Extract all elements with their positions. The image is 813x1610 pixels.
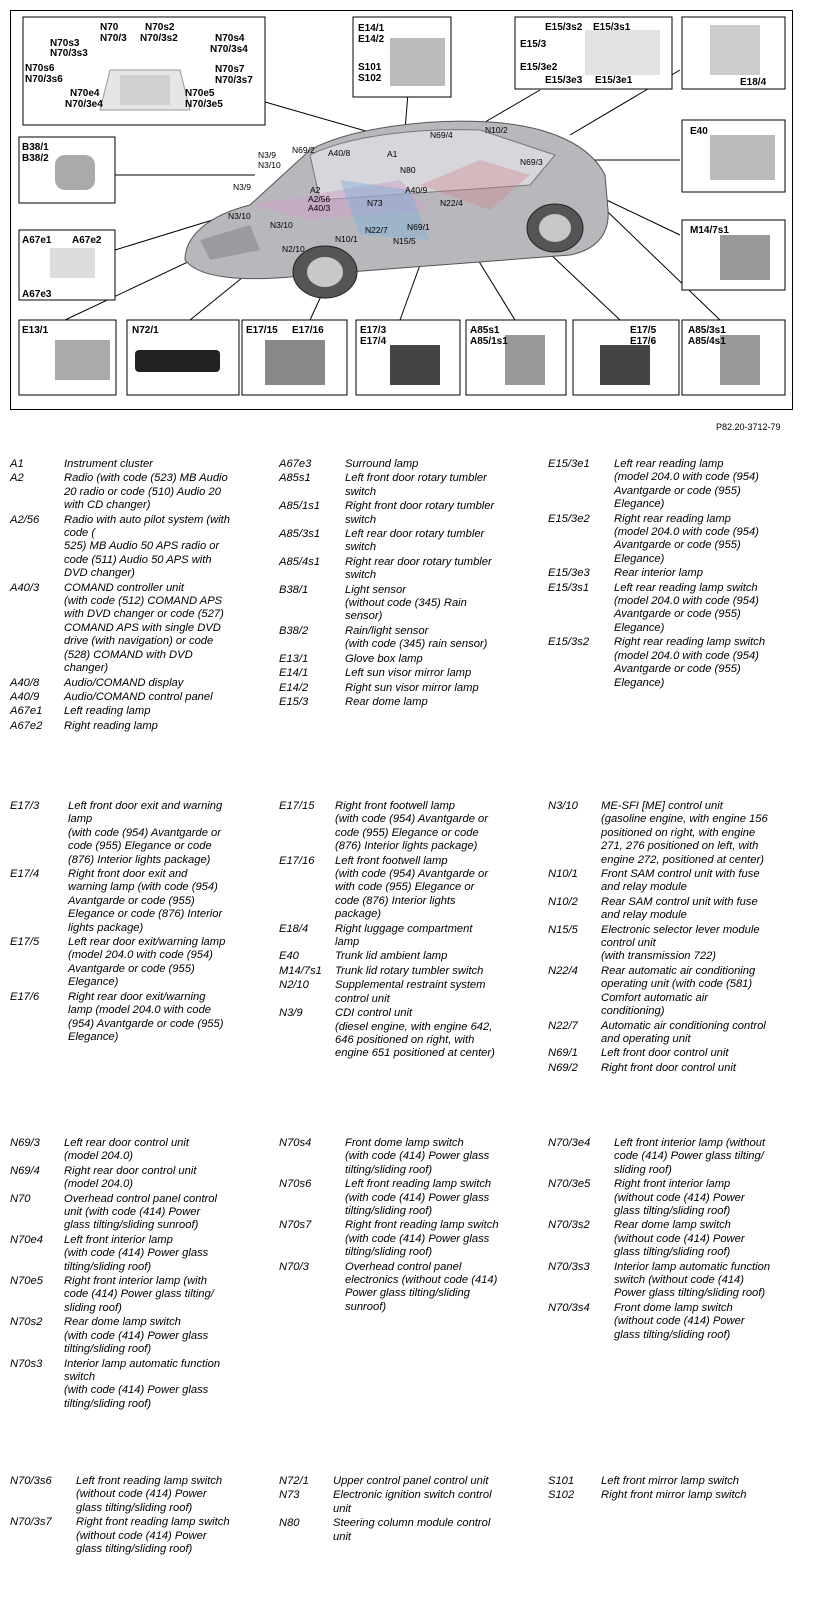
component-location-diagram (10, 10, 793, 410)
legend-entry (548, 582, 780, 636)
legend-column (10, 1137, 238, 1412)
label-E15-3: E15/3 (520, 39, 547, 50)
legend-code: E17/3 (10, 800, 40, 812)
legend-code: M14/7s1 (279, 964, 322, 977)
svg-text:N2/10: N2/10 (282, 244, 305, 254)
legend-description: Overhead control panel control unit (with code (414) Power glass tilting/sliding sunroof) (64, 1192, 217, 1232)
legend-entry (548, 868, 780, 895)
legend-description: Right front door rotary tumbler switch (345, 500, 495, 526)
legend-column (279, 458, 507, 710)
legend-entry (10, 514, 238, 581)
legend-description: Right rear door control unit (model 204.0) (64, 1164, 197, 1191)
label-E17-4: E17/4 (360, 336, 387, 347)
legend-entry (548, 1062, 780, 1075)
legend-code: E14/2 (279, 681, 309, 694)
label-N70-3e4: N70/3e4 (65, 99, 103, 110)
legend-entry (548, 965, 780, 1019)
label-E15-3e1: E15/3e1 (595, 75, 633, 86)
legend-entry (279, 625, 507, 652)
legend-entry (279, 1178, 507, 1218)
legend-code: N70s7 (279, 1219, 312, 1232)
label-E17-15: E17/15 (246, 325, 278, 336)
legend-column (279, 1475, 507, 1545)
legend-code: N15/5 (548, 923, 578, 936)
label-E18-4: E18/4 (740, 77, 767, 88)
legend-description: Left sun visor mirror lamp (345, 667, 472, 680)
legend-code: N3/10 (548, 800, 578, 812)
legend-entry (279, 696, 507, 709)
legend-description: Rear dome lamp switch (with code (414) Power glass tilting/sliding roof) (64, 1316, 209, 1356)
legend-column (279, 1137, 507, 1315)
legend-entry (10, 1516, 238, 1556)
legend-entry (10, 582, 238, 676)
svg-text:N73: N73 (367, 198, 383, 208)
legend-code: A85/1s1 (279, 500, 321, 513)
legend-code: E15/3e1 (548, 458, 590, 470)
legend-entry (548, 636, 780, 690)
legend-code: A2/56 (10, 513, 40, 526)
legend-description: Rear SAM control unit with fuse and relay module (601, 895, 758, 922)
legend-entry (279, 1219, 507, 1259)
legend-description: Left front door rotary tumbler switch (345, 472, 487, 498)
svg-text:N3/10: N3/10 (258, 160, 281, 170)
legend-code: N69/1 (548, 1047, 578, 1060)
legend-description: Right front mirror lamp switch (601, 1489, 747, 1502)
legend-column (548, 800, 780, 1076)
legend-entry (279, 800, 507, 854)
legend-description: Right front footwell lamp (with code (954) Avantgarde or code (955) Elegance or code (876) Interior lights package) (335, 800, 488, 853)
legend-code: A40/9 (10, 690, 40, 703)
legend-description: Left front interior lamp (with code (414) Power glass tilting/sliding roof) (64, 1233, 209, 1273)
legend-description: Rain/light sensor (with code (345) rain sensor) (345, 624, 488, 651)
legend-code: S102 (548, 1489, 575, 1502)
label-S102: S102 (358, 73, 382, 84)
label-N70-3e5: N70/3e5 (185, 99, 223, 110)
svg-text:A40/8: A40/8 (328, 148, 351, 158)
legend-description: Trunk lid ambient lamp (335, 950, 448, 963)
legend-code: N70/3s3 (548, 1260, 590, 1273)
legend-code: N69/3 (10, 1137, 40, 1149)
legend-entry (548, 1302, 780, 1342)
legend-code: N70/3s2 (548, 1219, 590, 1232)
legend-description: Left front door control unit (601, 1047, 729, 1060)
legend-entry (10, 705, 238, 718)
legend-code: N69/2 (548, 1061, 578, 1074)
label-N70-3s2: N70/3s2 (140, 33, 178, 44)
svg-text:N3/10: N3/10 (228, 211, 251, 221)
legend-code: E17/16 (279, 854, 315, 867)
legend-description: Electronic selector lever module control unit (with transmission 722) (601, 923, 760, 963)
legend-entry (279, 1489, 507, 1516)
legend-code: E17/6 (10, 990, 40, 1003)
label-M14-7s1: M14/7s1 (690, 225, 729, 236)
legend-entry (548, 1219, 780, 1259)
svg-text:A1: A1 (387, 149, 398, 159)
legend-entry (279, 950, 507, 963)
label-N70e4: N70e4 (70, 88, 100, 99)
legend-code: N70/3e4 (548, 1137, 591, 1149)
label-N70s6: N70s6 (25, 63, 55, 74)
legend-description: Right reading lamp (64, 719, 158, 732)
legend-column (548, 458, 780, 691)
legend-code: E15/3 (279, 695, 309, 708)
legend-code: N22/4 (548, 964, 578, 977)
legend-code: A67e2 (10, 719, 43, 732)
legend-description: Light sensor (without code (345) Rain sensor) (345, 583, 467, 623)
label-E17-3: E17/3 (360, 325, 387, 336)
legend-code: A67e3 (279, 458, 312, 470)
legend-code: A85s1 (279, 472, 311, 485)
legend-entry (10, 1193, 238, 1233)
legend-description: Left front door exit and warning lamp (with code (954) Avantgarde or code (955) Elegance or code (876) Interior lights package) (68, 800, 223, 866)
legend-description: Supplemental restraint system control unit (335, 979, 486, 1005)
legend-description: Right rear door rotary tumbler switch (345, 555, 492, 582)
legend-entry (548, 896, 780, 923)
legend-entry (279, 855, 507, 922)
legend-entry (10, 1358, 238, 1412)
legend-description: Steering column module control unit (333, 1517, 491, 1543)
label-N72-1: N72/1 (132, 325, 159, 336)
legend-description: CDI control unit (diesel engine, with engine 642, 646 positioned on right, with engine 651 positioned at center) (335, 1007, 495, 1060)
legend-column (548, 1137, 780, 1343)
label-E13-1: E13/1 (22, 325, 49, 336)
legend-entry (10, 1137, 238, 1164)
legend-description: Glove box lamp (345, 652, 423, 665)
legend-entry (10, 720, 238, 733)
legend-code: E18/4 (279, 922, 309, 935)
legend-code: S101 (548, 1475, 575, 1487)
legend-code: N70/3 (279, 1260, 309, 1273)
label-E14-1: E14/1 (358, 23, 385, 34)
legend-entry (548, 924, 780, 964)
svg-text:N3/10: N3/10 (270, 220, 293, 230)
legend-entry (548, 513, 780, 567)
legend-code: E15/3s1 (548, 581, 590, 594)
legend-entry (279, 500, 507, 527)
svg-text:A2: A2 (310, 185, 321, 195)
svg-text:N69/2: N69/2 (292, 145, 315, 155)
legend-description: Right front reading lamp switch (with code (414) Power glass tilting/sliding roof) (345, 1219, 499, 1259)
legend-entry (548, 1178, 780, 1218)
legend-description: Right front interior lamp (with code (414) Power glass tilting/ sliding roof) (64, 1275, 214, 1314)
legend-description: Right rear reading lamp switch (model 204.0 with code (954) Avantgarde or code (955) Elegance) (614, 636, 766, 689)
legend-description: Left front interior lamp (without code (414) Power glass tilting/ sliding roof) (614, 1137, 766, 1176)
legend-description: Left front reading lamp switch (with code (414) Power glass tilting/sliding roof) (345, 1178, 492, 1218)
label-N70-3s6: N70/3s6 (25, 74, 63, 85)
legend-entry (279, 528, 507, 555)
legend-entry (279, 1137, 507, 1177)
label-A85-1s1: A85/1s1 (470, 336, 508, 347)
legend-description: Rear interior lamp (614, 567, 703, 580)
legend-description: Upper control panel control unit (333, 1475, 489, 1487)
svg-text:N10/2: N10/2 (485, 125, 508, 135)
legend-code: B38/2 (279, 624, 309, 637)
legend-entry (279, 458, 507, 471)
legend-code: B38/1 (279, 583, 309, 596)
legend-description: Right luggage compartment lamp (335, 922, 473, 949)
legend-code: E15/3e2 (548, 512, 590, 525)
legend-code: E15/3s2 (548, 636, 590, 649)
legend-entry (10, 1475, 238, 1515)
svg-text:N69/3: N69/3 (520, 157, 543, 167)
legend-code: A85/4s1 (279, 555, 321, 568)
svg-text:N69/1: N69/1 (407, 222, 430, 232)
legend-code: N22/7 (548, 1019, 578, 1032)
svg-text:N3/9: N3/9 (258, 150, 276, 160)
legend-description: Left reading lamp (64, 705, 151, 718)
legend-column (548, 1475, 780, 1504)
legend-entry (279, 1517, 507, 1544)
label-E14-2: E14/2 (358, 34, 385, 45)
legend-description: Left rear door control unit (model 204.0) (64, 1137, 189, 1163)
label-B38-2: B38/2 (22, 153, 49, 164)
legend-entry (10, 1316, 238, 1356)
legend-code: A85/3s1 (279, 528, 321, 541)
legend-entry (279, 965, 507, 978)
svg-text:A40/9: A40/9 (405, 185, 428, 195)
label-E17-16: E17/16 (292, 325, 324, 336)
legend-code: E17/5 (10, 936, 40, 949)
legend-description: Right front door exit and warning lamp (with code (954) Avantgarde or code (955) Elegance or code (876) Interior lights package) (68, 868, 223, 934)
label-N70: N70 (100, 22, 119, 33)
legend-column (10, 800, 238, 1045)
legend-description: Radio with auto pilot system (with code ( 525) MB Audio 50 APS radio or code (511) Audio 50 APS with DVD changer) (64, 513, 231, 580)
legend-entry (548, 1475, 780, 1488)
label-N70e5: N70e5 (185, 88, 215, 99)
legend-column (279, 800, 507, 1062)
legend-code: E15/3e3 (548, 567, 590, 580)
legend-description: Right rear reading lamp (model 204.0 with code (954) Avantgarde or code (955) Elegance) (614, 512, 759, 565)
legend-code: A1 (10, 458, 24, 470)
legend-entry (10, 1275, 238, 1315)
legend-entry (548, 1047, 780, 1060)
legend-code: N70s2 (10, 1316, 43, 1329)
legend-code: E17/4 (10, 868, 40, 881)
legend-code: N70e4 (10, 1233, 43, 1246)
label-E40: E40 (690, 126, 708, 137)
legend-description: Left rear door exit/warning lamp (model 204.0 with code (954) Avantgarde or code (955) Elegance) (68, 936, 226, 989)
legend-description: Radio (with code (523) MB Audio 20 radio or code (510) Audio 20 with CD changer) (64, 472, 228, 512)
label-E15-3e2: E15/3e2 (520, 62, 558, 73)
legend-description: Rear automatic air conditioning operating unit (with code (581) Comfort automatic air conditioning) (601, 964, 756, 1018)
legend-description: Front dome lamp switch (with code (414) Power glass tilting/sliding roof) (345, 1137, 490, 1176)
legend-entry (10, 936, 238, 990)
legend-entry (279, 979, 507, 1006)
label-E15-3s2: E15/3s2 (545, 22, 583, 33)
legend-code: N2/10 (279, 979, 309, 992)
legend-code: N73 (279, 1489, 300, 1502)
svg-text:N69/4: N69/4 (430, 130, 453, 140)
legend-description: Left front mirror lamp switch (601, 1475, 740, 1487)
legend-entry (10, 1234, 238, 1274)
svg-text:A40/3: A40/3 (308, 203, 331, 213)
legend-description: Electronic ignition switch control unit (333, 1489, 492, 1515)
label-E17-6: E17/6 (630, 336, 657, 347)
legend-entry (10, 472, 238, 512)
legend-entry (10, 991, 238, 1045)
legend-entry (279, 584, 507, 624)
legend-code: N70e5 (10, 1275, 43, 1288)
legend-code: E17/15 (279, 800, 315, 812)
svg-text:N22/4: N22/4 (440, 198, 463, 208)
legend-description: Surround lamp (345, 458, 419, 470)
label-A85-4s1: A85/4s1 (688, 336, 726, 347)
legend-description: Left rear reading lamp switch (model 204.0 with code (954) Avantgarde or code (955) Elegance) (614, 581, 759, 634)
legend-description: Audio/COMAND control panel (64, 690, 213, 703)
legend-code: N70/3s7 (10, 1516, 52, 1529)
legend-entry (10, 800, 238, 867)
legend-code: N69/4 (10, 1164, 40, 1177)
legend-entry (548, 800, 780, 867)
legend-description: Right rear door exit/warning lamp (model 204.0 with code (954) Avantgarde or code (955) Elegance) (68, 990, 224, 1043)
legend-description: Left rear door rotary tumbler switch (345, 528, 485, 554)
legend-entry (10, 868, 238, 935)
legend-code: E40 (279, 950, 299, 963)
legend-entry (548, 458, 780, 512)
label-A67e1: A67e1 (22, 235, 52, 246)
label-A67e3: A67e3 (22, 289, 52, 300)
legend-entry (279, 1007, 507, 1061)
legend-entry (10, 677, 238, 690)
legend-code: N3/9 (279, 1007, 303, 1020)
legend-code: E14/1 (279, 667, 309, 680)
legend-description: COMAND controller unit (with code (512) COMAND APS with DVD changer or code (527) COMAND APS with single DVD drive (with navigation) or code (528) COMAND with DVD changer) (64, 581, 224, 675)
svg-text:N3/9: N3/9 (233, 182, 251, 192)
legend-code: A67e1 (10, 705, 43, 718)
svg-text:N10/1: N10/1 (335, 234, 358, 244)
legend-entry (10, 691, 238, 704)
legend-entry (279, 653, 507, 666)
legend-code: A40/8 (10, 676, 40, 689)
svg-text:A2/56: A2/56 (308, 194, 331, 204)
svg-text:N15/5: N15/5 (393, 236, 416, 246)
legend-code: N70/3s6 (10, 1475, 52, 1487)
label-N70-3: N70/3 (100, 33, 127, 44)
legend-entry (10, 458, 238, 471)
legend-description: Automatic air conditioning control and operating unit (601, 1019, 766, 1045)
legend-description: Instrument cluster (64, 458, 153, 470)
legend-entry (279, 923, 507, 950)
legend-entry (548, 567, 780, 580)
legend-code: N72/1 (279, 1475, 309, 1487)
label-N70s4: N70s4 (215, 33, 245, 44)
svg-text:N22/7: N22/7 (365, 225, 388, 235)
label-N70s7: N70s7 (215, 64, 245, 75)
label-B38-1: B38/1 (22, 142, 49, 153)
legend-code: E13/1 (279, 652, 309, 665)
legend-entry (279, 667, 507, 680)
legend-code: N80 (279, 1517, 300, 1530)
legend-code: N70s4 (279, 1137, 312, 1149)
legend-code: N70 (10, 1192, 31, 1205)
legend-description: Rear dome lamp switch (without code (414) Power glass tilting/sliding roof) (614, 1219, 745, 1259)
label-N70s3: N70s3 (50, 38, 80, 49)
label-E15-3s1: E15/3s1 (593, 22, 631, 33)
legend-code: N70/3e5 (548, 1178, 591, 1191)
legend-code: A2 (10, 472, 24, 485)
legend-description: Left front reading lamp switch (without code (414) Power glass tilting/sliding roof) (76, 1475, 223, 1514)
legend-entry (548, 1020, 780, 1047)
legend-description: Trunk lid rotary tumbler switch (335, 964, 484, 977)
legend-code: N70/3s4 (548, 1301, 590, 1314)
legend-entry (548, 1489, 780, 1502)
legend-description: Audio/COMAND display (64, 676, 184, 689)
legend-column (10, 458, 238, 734)
legend-description: Rear dome lamp (345, 695, 428, 708)
label-N70-3s7: N70/3s7 (215, 75, 253, 86)
label-N70s2: N70s2 (145, 22, 175, 33)
legend-entry (10, 1165, 238, 1192)
legend-description: Left rear reading lamp (model 204.0 with code (954) Avantgarde or code (955) Elegance) (614, 458, 759, 511)
label-N70-3s3: N70/3s3 (50, 48, 88, 59)
legend-description: Front dome lamp switch (without code (414) Power glass tilting/sliding roof) (614, 1301, 745, 1341)
label-S101: S101 (358, 62, 382, 73)
legend-description: Right front interior lamp (without code (414) Power glass tilting/sliding roof) (614, 1178, 745, 1218)
legend-description: Left front footwell lamp (with code (954) Avantgarde or with code (955) Elegance or code (876) Interior lights package) (335, 854, 488, 921)
label-E17-5: E17/5 (630, 325, 657, 336)
legend-entry (279, 1475, 507, 1488)
figure-reference: P82.20-3712-79 (716, 422, 781, 432)
legend-code: N70s3 (10, 1357, 43, 1370)
legend-code: N10/2 (548, 895, 578, 908)
legend-description: Overhead control panel electronics (without code (414) Power glass tilting/sliding sunroof) (345, 1260, 498, 1313)
legend-entry (548, 1137, 780, 1177)
label-A67e2: A67e2 (72, 235, 102, 246)
label-E15-3e3: E15/3e3 (545, 75, 583, 86)
legend-entry (279, 682, 507, 695)
legend-description: Interior lamp automatic function switch (with code (414) Power glass tilting/sliding roof) (64, 1357, 221, 1410)
legend-description: Front SAM control unit with fuse and relay module (601, 868, 760, 894)
label-A85s1: A85s1 (470, 325, 500, 336)
legend-code: N10/1 (548, 868, 578, 881)
legend-description: Right front reading lamp switch (without code (414) Power glass tilting/sliding roof) (76, 1516, 230, 1556)
legend-column (10, 1475, 238, 1557)
legend-entry (279, 472, 507, 499)
legend-entry (279, 1261, 507, 1315)
legend-description: Right front door control unit (601, 1061, 736, 1074)
legend-description: Interior lamp automatic function switch (without code (414) Power glass tilting/sliding roof) (614, 1260, 771, 1300)
svg-text:N80: N80 (400, 165, 416, 175)
legend-description: ME-SFI [ME] control unit (gasoline engine, with engine 156 positioned on right, with engine 271, 276 positioned on left, with engine 272, positioned at center) (601, 800, 768, 866)
label-N70-3s4: N70/3s4 (210, 44, 248, 55)
legend-entry (548, 1261, 780, 1301)
legend-description: Right sun visor mirror lamp (345, 681, 479, 694)
legend-entry (279, 556, 507, 583)
label-A85-3s1: A85/3s1 (688, 325, 726, 336)
legend-code: N70s6 (279, 1178, 312, 1191)
legend-code: A40/3 (10, 581, 40, 594)
